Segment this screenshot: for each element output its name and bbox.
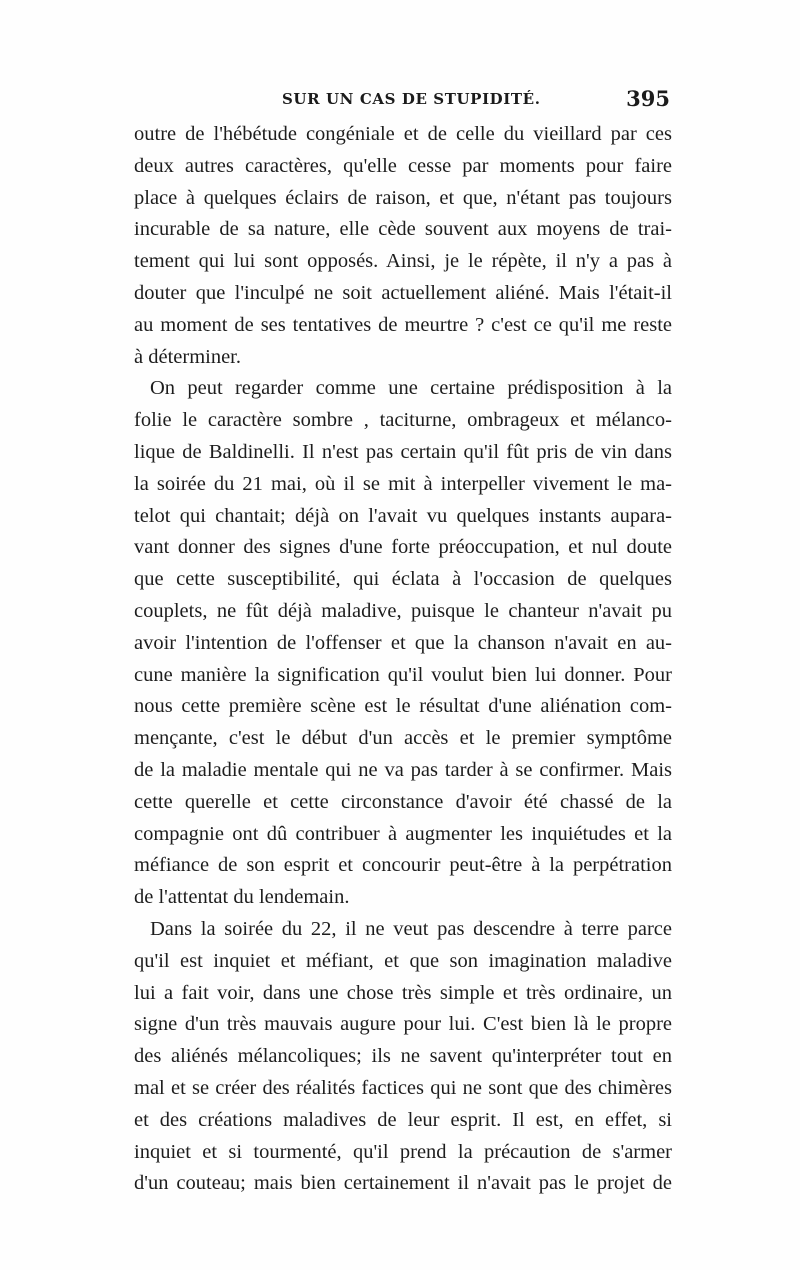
text-line: inquiet et si tourmenté, qu'il prend la précaution de s'armer xyxy=(134,1140,672,1163)
text-line: mal et se créer des réalités factices qui ne sont que des chimères xyxy=(134,1076,672,1099)
text-line: méfiance de son esprit et concourir peut-être à la perpétration xyxy=(134,854,672,877)
running-head xyxy=(134,88,672,112)
body-text xyxy=(134,119,672,1200)
text-line: lui a fait voir, dans une chose très simple et très ordinaire, un xyxy=(134,981,672,1004)
running-title: SUR UN CAS DE STUPIDITÉ. xyxy=(282,90,541,108)
text-line: compagnie ont dû contribuer à augmenter les inquiétudes et la xyxy=(134,822,672,845)
text-line: que cette susceptibilité, qui éclata à l'occasion de quelques xyxy=(134,568,672,591)
text-line: mençante, c'est le début d'un accès et le premier symptôme xyxy=(134,727,672,750)
text-line: douter que l'inculpé ne soit actuellement aliéné. Mais l'était-il xyxy=(134,281,672,304)
text-line: et des créations maladives de leur esprit. Il est, en effet, si xyxy=(134,1108,672,1131)
text-line: qu'il est inquiet et méfiant, et que son imagination maladive xyxy=(134,949,672,972)
text-line: deux autres caractères, qu'elle cesse par moments pour faire xyxy=(134,154,672,177)
text-line: de la maladie mentale qui ne va pas tarder à se confirmer. Mais xyxy=(134,758,672,781)
text-line: la soirée du 21 mai, où il se mit à interpeller vivement le ma- xyxy=(134,472,672,495)
text-line: lique de Baldinelli. Il n'est pas certain qu'il fût pris de vin dans xyxy=(134,440,672,463)
text-line: place à quelques éclairs de raison, et que, n'étant pas toujours xyxy=(134,186,672,209)
text-line: nous cette première scène est le résultat d'une aliénation com- xyxy=(134,695,672,718)
text-line: couplets, ne fût déjà maladive, puisque le chanteur n'avait pu xyxy=(134,599,672,622)
text-line: telot qui chantait; déjà on l'avait vu quelques instants aupara- xyxy=(134,504,672,527)
text-line: de l'attentat du lendemain. xyxy=(134,886,350,909)
text-line: On peut regarder comme une certaine prédisposition à la xyxy=(150,377,672,400)
text-line: avoir l'intention de l'offenser et que la chanson n'avait en au- xyxy=(134,631,672,654)
text-line: à déterminer. xyxy=(134,345,242,368)
text-line: tement qui lui sont opposés. Ainsi, je le répète, il n'y a pas à xyxy=(134,250,672,273)
text-line: folie le caractère sombre , taciturne, ombrageux et mélanco- xyxy=(134,409,672,432)
text-line: outre de l'hébétude congéniale et de celle du vieillard par ces xyxy=(134,123,672,145)
text-line: vant donner des signes d'une forte préoccupation, et nul doute xyxy=(134,536,672,559)
page-number: 395 xyxy=(626,86,670,111)
text-line: cune manière la signification qu'il voulut bien lui donner. Pour xyxy=(134,663,672,686)
text-line: au moment de ses tentatives de meurtre ? c'est ce qu'il me reste xyxy=(134,313,672,336)
text-line: Dans la soirée du 22, il ne veut pas descendre à terre parce xyxy=(150,917,672,940)
text-line: des aliénés mélancoliques; ils ne savent qu'interpréter tout en xyxy=(134,1045,672,1068)
text-line: d'un couteau; mais bien certainement il n'avait pas le projet de xyxy=(134,1172,672,1195)
text-line: incurable de sa nature, elle cède souvent aux moyens de trai- xyxy=(134,218,672,241)
text-line: cette querelle et cette circonstance d'avoir été chassé de la xyxy=(134,790,672,813)
text-line: signe d'un très mauvais augure pour lui. C'est bien là le propre xyxy=(134,1013,672,1036)
